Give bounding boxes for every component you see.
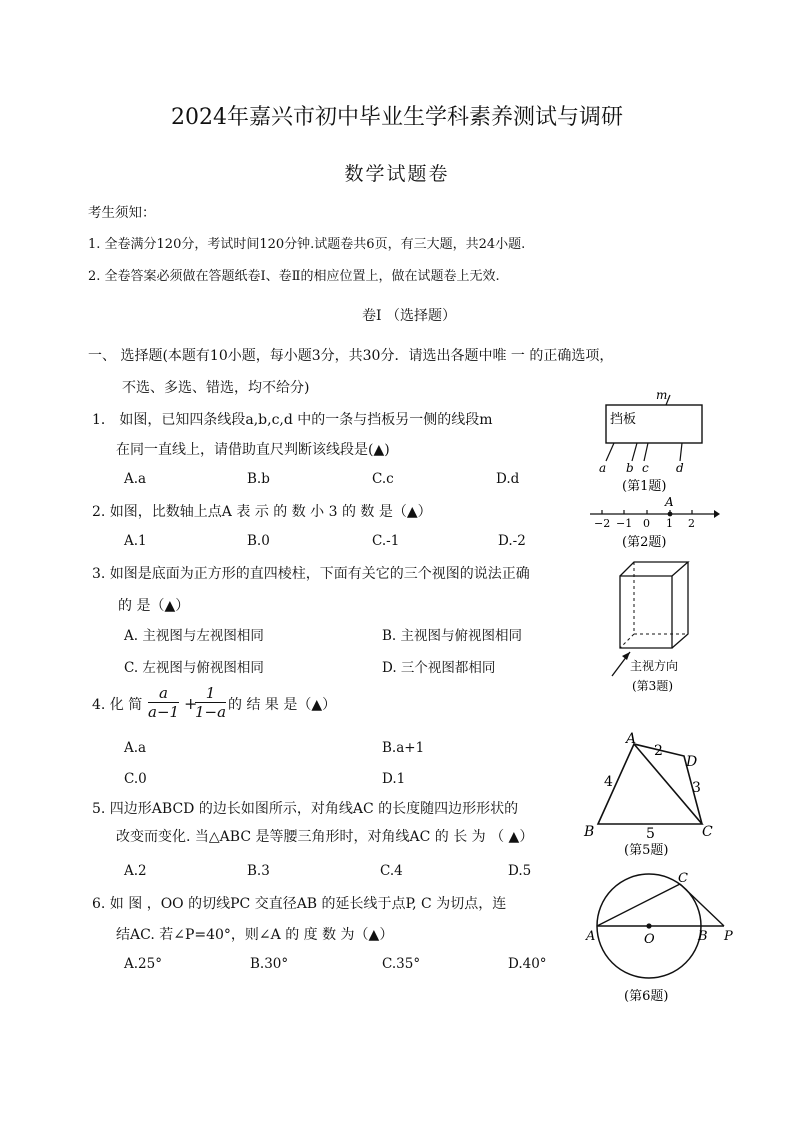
- vertex-label: D: [686, 754, 698, 770]
- q3-option-c: C. 左视图与俯视图相同: [124, 660, 264, 676]
- notice-item-2: 2. 全卷答案必须做在答题纸卷Ⅰ、卷Ⅱ的相应位置上，做在试题卷上无效.: [88, 269, 500, 284]
- q2-option-d: D.-2: [498, 533, 526, 549]
- notice-heading: 考生须知：: [88, 205, 156, 221]
- label-b: b: [626, 461, 634, 475]
- front-face: [620, 576, 672, 648]
- point-label: O: [644, 932, 655, 947]
- point-label: A: [586, 929, 596, 944]
- q4-fraction-2: [195, 684, 226, 721]
- plus-sign: +: [184, 694, 198, 713]
- paper-subtitle: 数学试题卷: [344, 163, 450, 185]
- q4-suffix: 的 结 果 是（▲）: [228, 697, 337, 713]
- q2-stem: 2. 如图，比数轴上点A 表 示 的 数 小 3 的 数 是（▲）: [92, 504, 432, 520]
- q5-stem-line1: 5. 四边形ABCD 的边长如图所示，对角线AC 的长度随四边形形状的: [92, 801, 519, 817]
- label-a: a: [599, 461, 607, 475]
- tick-label: −2: [594, 517, 611, 530]
- tick-label: 1: [666, 517, 673, 530]
- fraction-1-numerator: a: [148, 684, 179, 703]
- q5-caption: (第5题): [624, 843, 669, 858]
- q3-prism-figure: [602, 556, 702, 696]
- q6-option-c: C.35°: [382, 956, 421, 972]
- q6-option-d: D.40°: [508, 956, 547, 972]
- q4-option-d: D.1: [382, 771, 406, 787]
- segment-d: [680, 443, 682, 461]
- edge-label: 2: [654, 743, 663, 759]
- q6-stem-line1: 6. 如 图 ，OO 的切线PC 交直径AB 的延长线于点P, C 为切点，连: [92, 896, 507, 912]
- q6-stem-line2: 结AC. 若∠P=40°，则∠A 的 度 数 为（▲）: [116, 927, 394, 943]
- q1-option-c: C.c: [372, 471, 394, 487]
- q5-option-a: A.2: [124, 863, 147, 879]
- tick-label: 0: [643, 517, 650, 530]
- exam-title: 2024年嘉兴市初中毕业生学科素养测试与调研: [171, 105, 623, 130]
- vertex-label: A: [626, 732, 637, 747]
- center-point: [646, 923, 651, 928]
- q6-circle-figure: [582, 868, 742, 1008]
- q1-stem-line1: 1． 如图，已知四条线段a,b,c,d 中的一条与挡板另一侧的线段m: [92, 412, 493, 428]
- q3-stem-line1: 3. 如图是底面为正方形的直四棱柱，下面有关它的三个视图的说法正确: [92, 566, 530, 582]
- point-label: B: [698, 929, 708, 944]
- fraction-1-denominator: a−1: [148, 703, 180, 721]
- q5-stem-line2: 改变而变化. 当△ABC 是等腰三角形时，对角线AC 的 长 为 （ ▲）: [116, 829, 534, 845]
- edge-label: 4: [604, 774, 613, 790]
- notice-item-1: 1. 全卷满分120分，考试时间120分钟.试题卷共6页，有三大题，共24小题.: [88, 237, 526, 252]
- q2-option-c: C.-1: [372, 533, 400, 549]
- segment-b: [632, 443, 637, 461]
- axis-arrow: [714, 510, 720, 518]
- tick-label: −1: [616, 517, 633, 530]
- edge-label: 3: [692, 780, 701, 796]
- q3-option-b: B. 主视图与俯视图相同: [382, 628, 523, 644]
- q6-option-b: B.30°: [250, 956, 289, 972]
- q3-option-d: D. 三个视图都相同: [382, 660, 496, 676]
- vertex-label: C: [702, 824, 713, 840]
- point-label: C: [678, 871, 688, 886]
- arrow-label: 主视方向: [630, 659, 679, 673]
- q3-stem-line2: 的 是（▲）: [118, 598, 190, 614]
- tick-label: 2: [688, 517, 695, 530]
- q1-caption: (第1题): [622, 479, 667, 494]
- q3-option-a: A. 主视图与左视图相同: [124, 628, 264, 644]
- q1-figure: [590, 385, 720, 495]
- chord-ac: [597, 884, 680, 926]
- label-d: d: [676, 461, 684, 475]
- q5-option-c: C.4: [380, 863, 403, 879]
- section-instruction-line2: 不选、多选、错选，均不给分): [122, 380, 310, 396]
- q4-fraction-1: [148, 684, 179, 721]
- point-a: [668, 512, 673, 517]
- label-m: m: [656, 388, 668, 402]
- q1-option-b: B.b: [247, 471, 270, 487]
- q2-caption: (第2题): [622, 535, 667, 550]
- q6-caption: (第6题): [624, 989, 669, 1004]
- q4-prefix: 4. 化 简: [92, 697, 143, 713]
- label-c: c: [642, 461, 649, 475]
- q6-option-a: A.25°: [124, 956, 162, 972]
- q2-option-b: B.0: [247, 533, 270, 549]
- edge-label: 5: [646, 826, 655, 842]
- q2-number-line: [586, 494, 722, 552]
- board-label: 挡板: [610, 412, 637, 427]
- q2-option-a: A.1: [124, 533, 147, 549]
- vertex-label: B: [584, 824, 595, 840]
- segment-c: [644, 443, 648, 461]
- point-a-label: A: [665, 495, 674, 509]
- q4-option-c: C.0: [124, 771, 147, 787]
- fraction-2-numerator: 1: [195, 684, 226, 703]
- q4-option-a: A.a: [124, 740, 147, 756]
- q1-option-d: D.d: [496, 471, 520, 487]
- q1-stem-line2: 在同一直线上，请借助直尺判断该线段是(▲): [116, 442, 390, 458]
- segment-a: [606, 443, 614, 461]
- tangent-pc: [680, 884, 724, 926]
- q4-option-b: B.a+1: [382, 740, 425, 756]
- q1-option-a: A.a: [124, 471, 147, 487]
- section-title: 卷Ⅰ （选择题）: [362, 308, 456, 324]
- section-instruction-line1: 一、 选择题(本题有10小题，每小题3分，共30分．请选出各题中唯 一 的正确选项，: [88, 348, 614, 364]
- q5-option-b: B.3: [247, 863, 270, 879]
- q5-quadrilateral-figure: [580, 732, 720, 860]
- q3-caption: (第3题): [632, 679, 673, 693]
- fraction-2-denominator: 1−a: [195, 703, 227, 721]
- q5-option-d: D.5: [508, 863, 532, 879]
- point-label: P: [724, 929, 733, 944]
